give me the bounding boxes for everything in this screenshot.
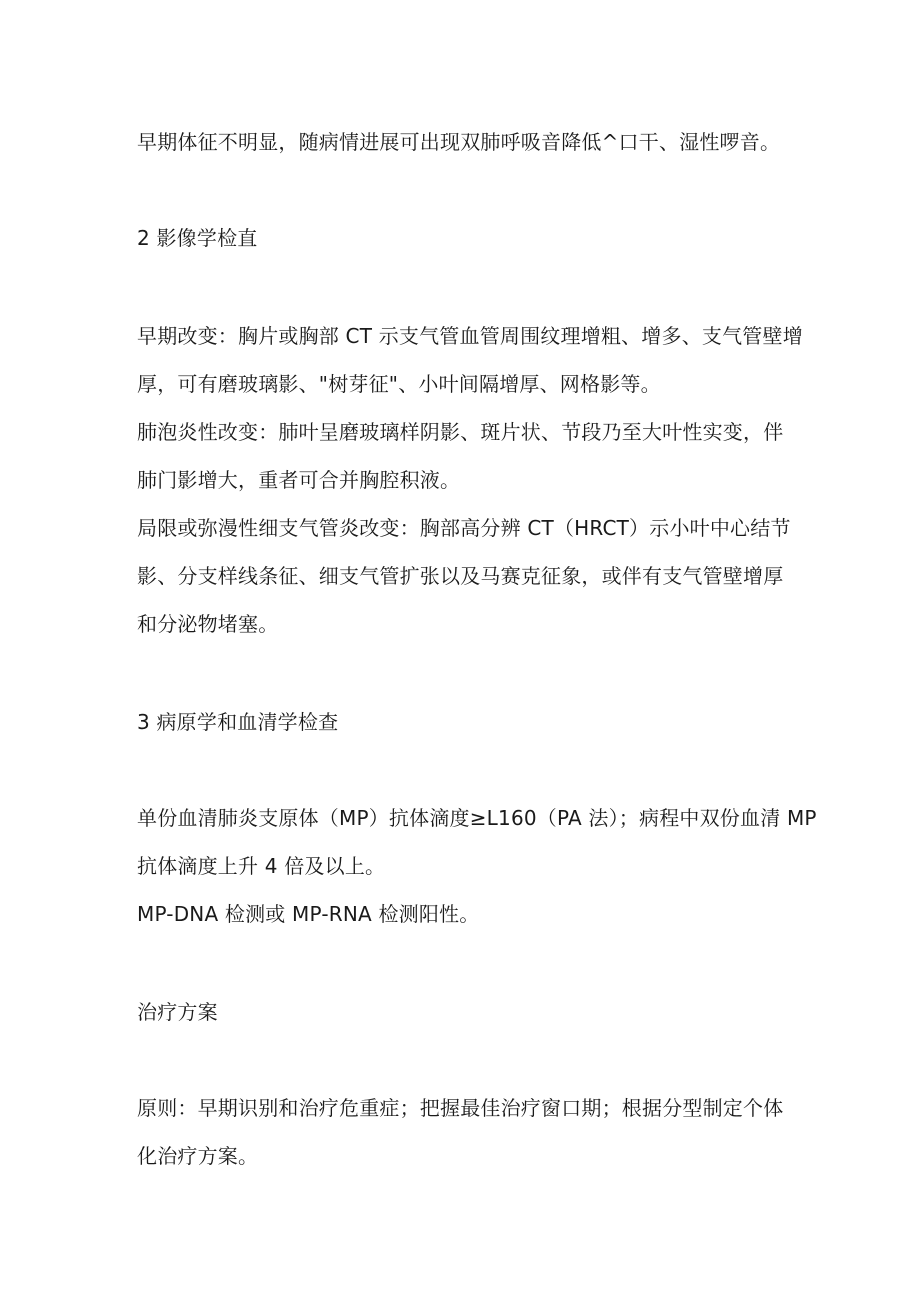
paragraph-early-changes-line-1: 早期改变：胸片或胸部 CT 示支气管血管周围纹理增粗、增多、支气管壁增 bbox=[137, 324, 803, 348]
paragraph-bronchiolitis-line-1: 局限或弥漫性细支气管炎改变：胸部高分辨 CT（HRCT）示小叶中心结节 bbox=[137, 516, 791, 540]
paragraph-pcr: MP-DNA 检测或 MP-RNA 检测阳性。 bbox=[137, 902, 480, 926]
paragraph-principles-line-2: 化治疗方案。 bbox=[137, 1144, 259, 1168]
paragraph-serology-line-1: 单份血清肺炎支原体（MP）抗体滴度≥L160（PA 法）；病程中双份血清 MP bbox=[137, 806, 817, 830]
paragraph-alveolitis-line-1: 肺泡炎性改变：肺叶呈磨玻璃样阴影、斑片状、节段乃至大叶性实变，伴 bbox=[137, 420, 784, 444]
paragraph-serology-line-2: 抗体滴度上升 4 倍及以上。 bbox=[137, 854, 386, 878]
paragraph-physical-signs: 早期体征不明显，随病情进展可出现双肺呼吸音降低^口干、湿性啰音。 bbox=[137, 130, 781, 154]
section-heading-treatment: 治疗方案 bbox=[137, 1000, 218, 1024]
paragraph-bronchiolitis-line-2: 影、分支样线条征、细支气管扩张以及马赛克征象，或伴有支气管壁增厚 bbox=[137, 564, 784, 588]
section-heading-imaging: 2 影像学检直 bbox=[137, 226, 258, 250]
paragraph-early-changes-line-2: 厚，可有磨玻璃影、"树芽征"、小叶间隔增厚、网格影等。 bbox=[137, 372, 661, 396]
paragraph-principles-line-1: 原则：早期识别和治疗危重症；把握最佳治疗窗口期；根据分型制定个体 bbox=[137, 1096, 784, 1120]
paragraph-bronchiolitis-line-3: 和分泌物堵塞。 bbox=[137, 612, 279, 636]
paragraph-alveolitis-line-2: 肺门影增大，重者可合并胸腔积液。 bbox=[137, 468, 461, 492]
section-heading-etiology: 3 病原学和血清学检查 bbox=[137, 710, 339, 734]
